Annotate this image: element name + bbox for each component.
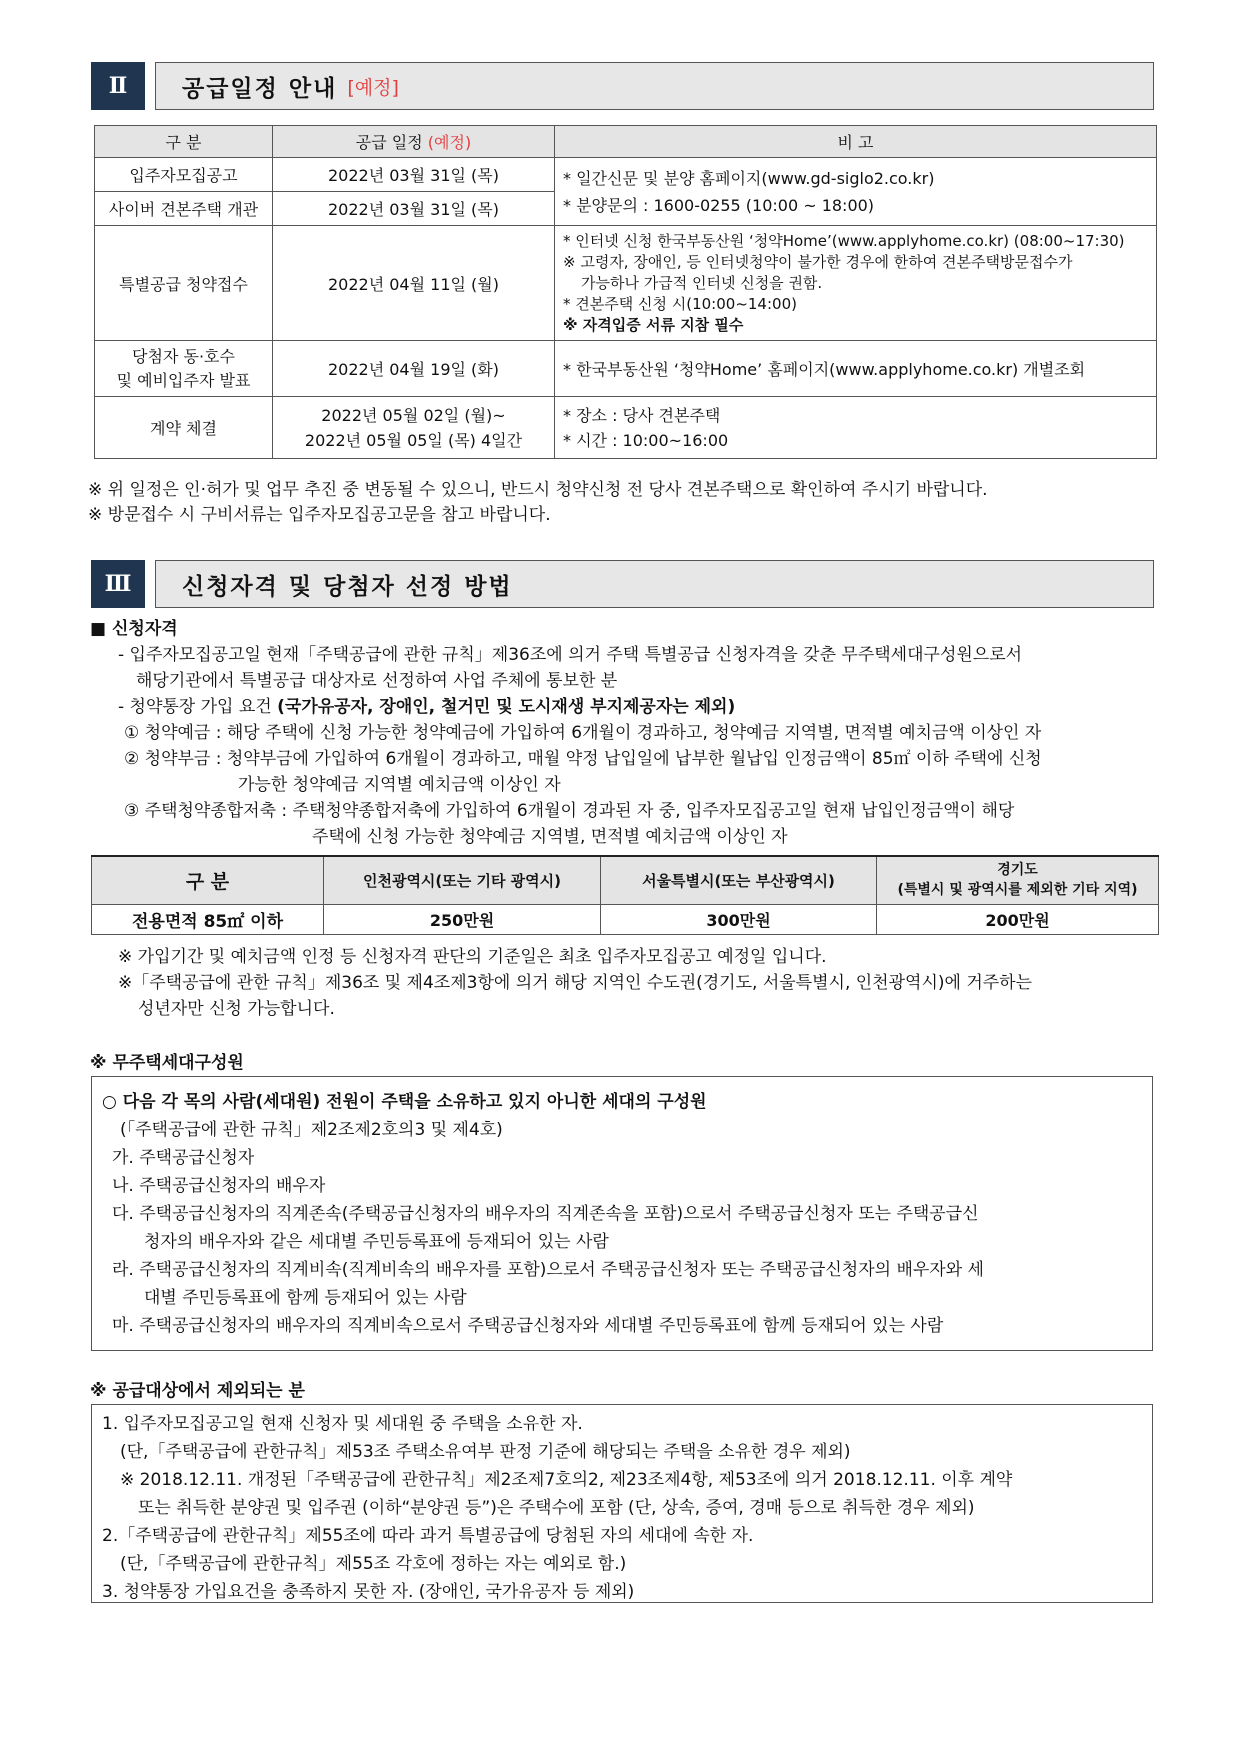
- section-title-tag: [예정]: [347, 76, 399, 99]
- qualification-line: 해당기관에서 특별공급 대상자로 선정하여 사업 주체에 통보한 분: [136, 671, 618, 691]
- homeless-line: 다. 주택공급신청자의 직계존속(주택공급신청자의 배우자의 직계존속을 포함)으로서 주택공급신청자 또는 주택공급신: [112, 1204, 979, 1224]
- col-header-gyeonggi: 경기도 (특별시 및 광역시를 제외한 기타 지역): [877, 856, 1159, 904]
- row-date: 2022년 04월 11일 (월): [273, 226, 555, 341]
- footnote: ※ 방문접수 시 구비서류는 입주자모집공고문을 참고 바랍니다.: [88, 505, 551, 525]
- deposit-value: 250만원: [324, 904, 601, 934]
- qualification-line: 가능한 청약예금 지역별 예치금액 이상인 자: [238, 775, 561, 795]
- excluded-line: 1. 입주자모집공고일 현재 신청자 및 세대원 중 주택을 소유한 자.: [102, 1414, 583, 1434]
- qualification-heading: ■ 신청자격: [90, 619, 178, 639]
- rate-note: ※「주택공급에 관한 규칙」제36조 및 제4조제3항에 의거 해당 지역인 수도권(경기도, 서울특별시, 인천광역시)에 거주하는: [118, 973, 1033, 993]
- qualification-line: ② 청약부금 : 청약부금에 가입하여 6개월이 경과하고, 매월 약정 납입일에 납부한 월납입 인정금액이 85㎡ 이하 주택에 신청: [124, 749, 1042, 769]
- row-label: 전용면적 85㎡ 이하: [92, 904, 324, 934]
- row-date: 2022년 03월 31일 (목): [273, 192, 555, 226]
- homeless-line: 대별 주민등록표에 함께 등재되어 있는 사람: [144, 1288, 467, 1308]
- col-header-seoul: 서울특별시(또는 부산광역시): [601, 856, 877, 904]
- row-remarks: * 한국부동산원 ‘청약Home’ 홈페이지(www.applyhome.co.kr) 개별조회: [555, 341, 1157, 397]
- row-remarks: * 장소 : 당사 견본주택 * 시간 : 10:00~16:00: [555, 397, 1157, 459]
- row-remarks: * 일간신문 및 분양 홈페이지(www.gd-siglo2.co.kr) * 분양문의 : 1600-0255 (10:00 ~ 18:00): [555, 158, 1157, 226]
- deposit-value: 300만원: [601, 904, 877, 934]
- homeless-heading: ※ 무주택세대구성원: [90, 1053, 244, 1073]
- footnote: ※ 위 일정은 인·허가 및 업무 추진 중 변동될 수 있으니, 반드시 청약신청 전 당사 견본주택으로 확인하여 주시기 바랍니다.: [88, 480, 988, 500]
- row-remarks: * 인터넷 신청 한국부동산원 ‘청약Home’(www.applyhome.co.kr) (08:00~17:30) ※ 고령자, 장애인, 등 인터넷청약이 불가한 경우에 한하여 견본주택방문접수가 가능하나 가급적 인터넷 신청을 권함. * 견본주택 신청 시(10:00~14:00) ※ 자격입증 서류 지참 필수: [555, 226, 1157, 341]
- excluded-line: ※ 2018.12.11. 개정된「주택공급에 관한규칙」제2조제7호의2, 제23조제4항, 제53조에 의거 2018.12.11. 이후 계약: [120, 1470, 1013, 1490]
- excluded-box: [91, 1404, 1153, 1603]
- homeless-line: 청자의 배우자와 같은 세대별 주민등록표에 등재되어 있는 사람: [144, 1232, 609, 1252]
- qualification-line: ③ 주택청약종합저축 : 주택청약종합저축에 가입하여 6개월이 경과된 자 중, 입주자모집공고일 현재 납입인정금액이 해당: [124, 801, 1015, 821]
- col-header-category: 구 분: [92, 856, 324, 904]
- row-label: 당첨자 동·호수 및 예비입주자 발표: [95, 341, 273, 397]
- homeless-box: [91, 1076, 1153, 1351]
- col-header-incheon: 인천광역시(또는 기타 광역시): [324, 856, 601, 904]
- section-number: Ⅱ: [91, 62, 145, 110]
- deposit-value: 200만원: [877, 904, 1159, 934]
- qualification-line: - 입주자모집공고일 현재「주택공급에 관한 규칙」제36조에 의거 주택 특별공급 신청자격을 갖춘 무주택세대구성원으로서: [118, 645, 1023, 665]
- section-title-text: 신청자격 및 당첨자 선정 방법: [182, 573, 513, 600]
- row-label: 특별공급 청약접수: [95, 226, 273, 341]
- section-title-text: 공급일정 안내: [182, 75, 338, 102]
- rate-note: ※ 가입기간 및 예치금액 인정 등 신청자격 판단의 기준일은 최초 입주자모집공고 예정일 입니다.: [118, 947, 827, 967]
- section-number: Ⅲ: [91, 560, 145, 608]
- excluded-line: 2.「주택공급에 관한규칙」제55조에 따라 과거 특별공급에 당첨된 자의 세대에 속한 자.: [102, 1526, 754, 1546]
- excluded-line: (단,「주택공급에 관한규칙」제53조 주택소유여부 판정 기준에 해당되는 주택을 소유한 경우 제외): [120, 1442, 851, 1462]
- deposit-table: [91, 855, 1159, 935]
- col-header-remarks: 비 고: [555, 126, 1157, 158]
- col-header-category: 구 분: [95, 126, 273, 158]
- section-title: [155, 62, 1154, 110]
- row-date: 2022년 04월 19일 (화): [273, 341, 555, 397]
- homeless-line: 마. 주택공급신청자의 배우자의 직계비속으로서 주택공급신청자와 세대별 주민등록표에 함께 등재되어 있는 사람: [112, 1316, 944, 1336]
- col-header-schedule: 공급 일정 (예정): [273, 126, 555, 158]
- excluded-line: (단,「주택공급에 관한규칙」제55조 각호에 정하는 자는 예외로 함.): [120, 1554, 627, 1574]
- homeless-line: ○ 다음 각 목의 사람(세대원) 전원이 주택을 소유하고 있지 아니한 세대의 구성원: [102, 1092, 707, 1112]
- excluded-line: 또는 취득한 분양권 및 입주권 (이하“분양권 등”)은 주택수에 포함 (단, 상속, 증여, 경매 등으로 취득한 경우 제외): [138, 1498, 975, 1518]
- row-label: 사이버 견본주택 개관: [95, 192, 273, 226]
- excluded-line: 3. 청약통장 가입요건을 충족하지 못한 자. (장애인, 국가유공자 등 제외): [102, 1582, 635, 1602]
- row-date: 2022년 05월 02일 (월)~ 2022년 05월 05일 (목) 4일간: [273, 397, 555, 459]
- section-title: [155, 560, 1154, 608]
- section-3-header: [91, 560, 1154, 608]
- row-date: 2022년 03월 31일 (목): [273, 158, 555, 192]
- row-label: 입주자모집공고: [95, 158, 273, 192]
- rate-note: 성년자만 신청 가능합니다.: [138, 999, 335, 1019]
- row-label: 계약 체결: [95, 397, 273, 459]
- homeless-line: (「주택공급에 관한 규칙」제2조제2호의3 및 제4호): [120, 1120, 503, 1140]
- homeless-line: 가. 주택공급신청자: [112, 1148, 255, 1168]
- section-2-header: [91, 62, 1154, 110]
- homeless-line: 나. 주택공급신청자의 배우자: [112, 1176, 326, 1196]
- excluded-heading: ※ 공급대상에서 제외되는 분: [90, 1381, 305, 1401]
- qualification-line: - 청약통장 가입 요건 (국가유공자, 장애인, 철거민 및 도시재생 부지제공자는 제외): [118, 697, 736, 717]
- qualification-line: 주택에 신청 가능한 청약예금 지역별, 면적별 예치금액 이상인 자: [312, 827, 788, 847]
- qualification-line: ① 청약예금 : 해당 주택에 신청 가능한 청약예금에 가입하여 6개월이 경과하고, 청약예금 지역별, 면적별 예치금액 이상인 자: [124, 723, 1042, 743]
- schedule-table: [94, 125, 1157, 459]
- homeless-line: 라. 주택공급신청자의 직계비속(직계비속의 배우자를 포함)으로서 주택공급신청자 또는 주택공급신청자의 배우자와 세: [112, 1260, 984, 1280]
